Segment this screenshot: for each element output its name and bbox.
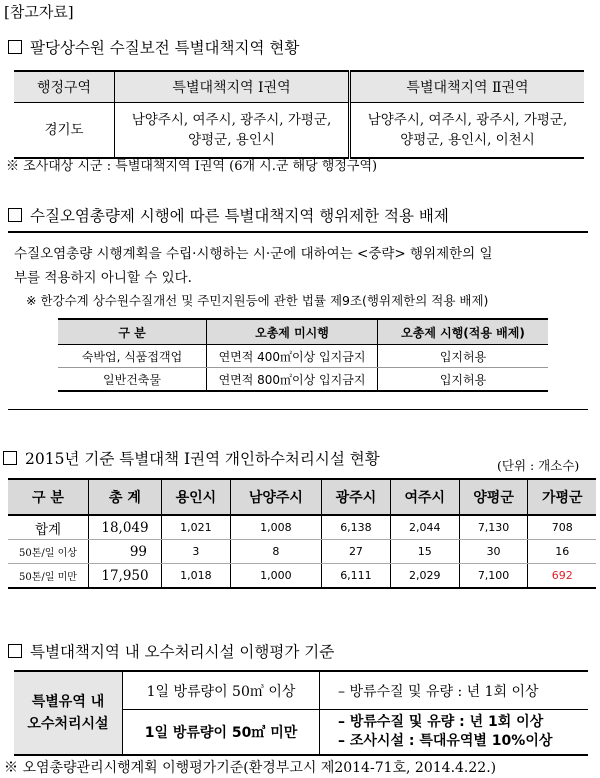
row2-criteria-line1: – 방류수질 및 유량 : 년 1회 이상 xyxy=(338,714,544,730)
zone2-line1: 남양주시, 여주시, 광주시, 가평군, xyxy=(367,112,568,128)
checkbox-square-icon xyxy=(8,208,22,222)
t3-cell: 18,049 xyxy=(89,515,162,540)
section4-note: ※ 오염총량관리시행계획 이행평가기준(환경부고시 제2014-71호, 2014.4.22.) xyxy=(4,760,497,776)
t3-cell: 50톤/일 미만 xyxy=(19,572,77,583)
special-zone-table xyxy=(14,70,584,159)
t3-header: 구 분 xyxy=(8,479,89,515)
criteria-label-line1: 특별유역 내 xyxy=(31,694,105,710)
t3-cell: 30 xyxy=(459,540,528,564)
section2-heading xyxy=(8,204,449,226)
t3-header: 남양주시 xyxy=(230,479,321,515)
zone2-line2: 양평군, 용인시, 이천시 xyxy=(400,132,535,148)
zone1-line2: 양평군, 용인시 xyxy=(188,132,275,148)
section3-heading xyxy=(3,447,380,469)
cell-zone1 xyxy=(115,103,350,159)
criteria-label xyxy=(14,671,123,755)
t2-cell: 연면적 400㎡이상 입지금지 xyxy=(207,345,378,368)
table-row xyxy=(8,564,596,589)
t3-cell: 1,008 xyxy=(230,515,321,540)
section2-note: ※ 한강수계 상수원수질개선 및 주민지원등에 관한 법률 제9조(행위제한의 적용 배제) xyxy=(26,293,489,308)
t3-cell: 3 xyxy=(162,540,231,564)
row1-condition: 1일 방류량이 50㎥ 이상 xyxy=(123,671,320,710)
t3-cell: 2,029 xyxy=(390,564,459,589)
section2-paragraph-line2: 부를 적용하지 아니할 수 있다. xyxy=(14,270,192,286)
row2-criteria-line2: – 조사시설 : 특대유역별 10%이상 xyxy=(338,733,553,749)
t3-header: 가평군 xyxy=(528,479,596,515)
t3-cell: 2,044 xyxy=(390,515,459,540)
unit-label: (단위 : 개소수) xyxy=(497,458,580,473)
t3-cell: 15 xyxy=(390,540,459,564)
section1-note: ※ 조사대상 시군 : 특별대책지역 Ⅰ권역 (6개 시.군 해당 행정구역) xyxy=(6,159,378,174)
section4-heading xyxy=(8,640,334,662)
checkbox-square-icon xyxy=(3,451,17,465)
t2-header-applied: 오총제 시행(적용 배제) xyxy=(378,319,549,345)
table-row xyxy=(58,368,548,392)
row2-condition: 1일 방류량이 50㎥ 미만 xyxy=(123,710,320,756)
criteria-label-line2: 오수처리시설 xyxy=(27,716,109,732)
t3-header: 광주시 xyxy=(322,479,391,515)
t3-cell: 99 xyxy=(89,540,162,564)
t3-header: 여주시 xyxy=(390,479,459,515)
t3-cell: 6,138 xyxy=(322,515,391,540)
t3-cell: 7,100 xyxy=(459,564,528,589)
table-row xyxy=(58,345,548,368)
section2-paragraph-line1: 수질오염총량 시행계획을 수립·시행하는 시·군에 대하여는 <중략> 행위제한의 일 xyxy=(14,246,493,262)
header-zone1: 특별대책지역 Ⅰ권역 xyxy=(115,71,350,103)
t2-header-category: 구 분 xyxy=(58,319,207,345)
table-row xyxy=(8,515,596,540)
section1-title: 팔당상수원 수질보전 특별대책지역 현황 xyxy=(30,39,300,57)
t3-cell: 1,018 xyxy=(162,564,231,589)
t3-cell: 27 xyxy=(322,540,391,564)
t3-header: 총 계 xyxy=(89,479,162,515)
t2-cell: 입지허용 xyxy=(378,345,549,368)
checkbox-square-icon xyxy=(8,644,22,658)
restriction-table xyxy=(58,318,548,392)
evaluation-criteria-table xyxy=(14,670,588,756)
t3-cell: 50톤/일 이상 xyxy=(8,540,89,564)
t3-header: 양평군 xyxy=(459,479,528,515)
t3-cell: 1,021 xyxy=(162,515,231,540)
t2-cell: 숙박업, 식품접객업 xyxy=(58,345,207,368)
section1-heading xyxy=(8,36,299,58)
table-row xyxy=(8,540,596,564)
section2-title: 수질오염총량제 시행에 따른 특별대책지역 행위제한 적용 배제 xyxy=(30,207,449,225)
sewage-facility-table xyxy=(8,478,596,589)
t3-cell: 6,111 xyxy=(322,564,391,589)
header-region: 행정구역 xyxy=(14,71,115,103)
t3-cell: 1,000 xyxy=(230,564,321,589)
t2-header-not-applied: 오총제 미시행 xyxy=(207,319,378,345)
t3-cell: 7,130 xyxy=(459,515,528,540)
row2-criteria xyxy=(320,710,589,756)
section4-title: 특별대책지역 내 오수처리시설 이행평가 기준 xyxy=(30,643,335,661)
checkbox-square-icon xyxy=(8,40,22,54)
t3-cell-highlight: 692 xyxy=(528,564,596,589)
t2-cell: 일반건축물 xyxy=(103,372,161,387)
row1-criteria: – 방류수질 및 유량 : 년 1회 이상 xyxy=(320,671,589,710)
reference-tag: [참고자료] xyxy=(4,3,74,21)
section3-title: 2015년 기준 특별대책 Ⅰ권역 개인하수처리시설 현황 xyxy=(25,450,380,468)
zone1-line1: 남양주시, 여주시, 광주시, 가평군, xyxy=(131,112,332,128)
t3-cell: 708 xyxy=(528,515,596,540)
t2-cell: 입지허용 xyxy=(378,368,549,392)
t3-cell: 8 xyxy=(230,540,321,564)
t2-cell: 연면적 800㎡이상 입지금지 xyxy=(207,368,378,392)
t3-cell: 합계 xyxy=(8,515,89,540)
t3-cell: 16 xyxy=(528,540,596,564)
t3-header: 용인시 xyxy=(162,479,231,515)
cell-region: 경기도 xyxy=(44,122,84,138)
cell-zone2 xyxy=(350,103,584,159)
t3-cell: 17,950 xyxy=(89,564,162,589)
header-zone2: 특별대책지역 Ⅱ권역 xyxy=(350,71,584,103)
